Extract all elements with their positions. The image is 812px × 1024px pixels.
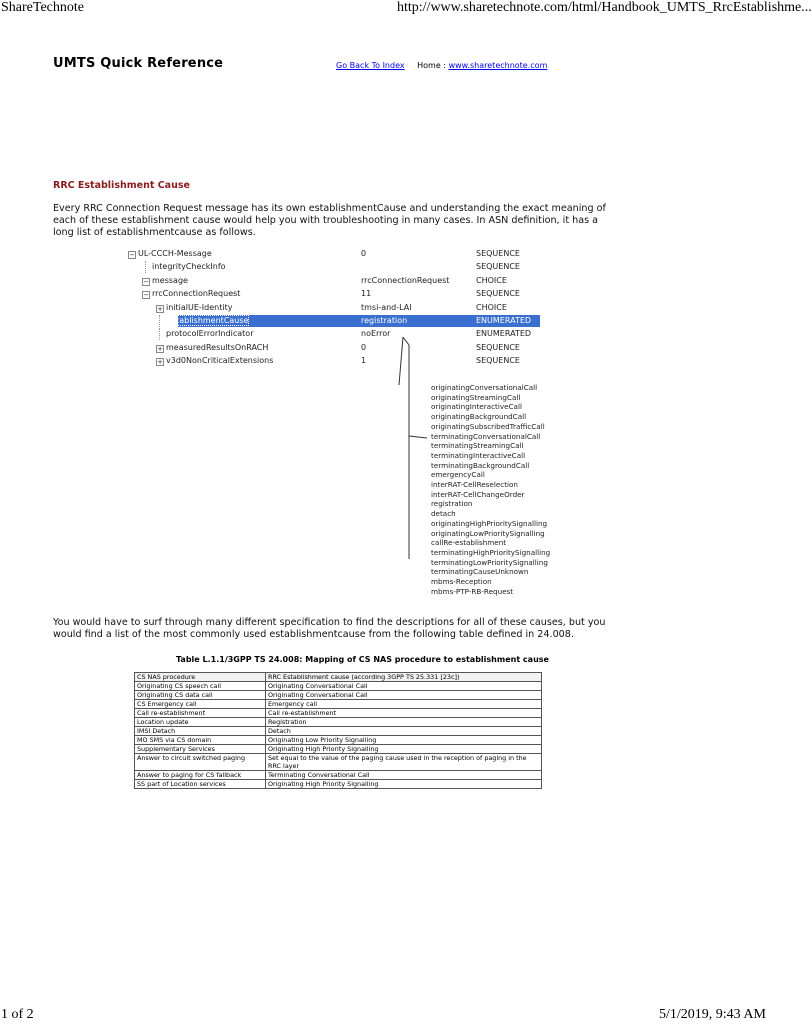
cause-bracket: [395, 333, 435, 563]
tree-node-value: registration: [361, 316, 408, 325]
tree-node-name: measuredResultsOnRACH: [166, 342, 269, 352]
print-footer-page: 1 of 2: [1, 1007, 34, 1022]
tree-row[interactable]: [126, 328, 546, 341]
home-label: Home :: [417, 61, 447, 70]
table-cell: Originating High Priority Signalling: [266, 745, 542, 754]
cause-items: [431, 383, 550, 596]
tree-connector: [159, 328, 160, 340]
tree-node-name: UL-CCCH-Message: [138, 249, 212, 258]
tree-row[interactable]: [126, 275, 546, 288]
table-row: [135, 727, 542, 736]
print-header-url: http://www.sharetechnote.com/html/Handbook_UMTS_RrcEstablishme...: [397, 0, 812, 15]
second-paragraph: You would have to surf through many different specification to find the descriptions for all of these causes, but you would find a list of the most commonly used establishmentcause from the following table defined in 24.008.: [53, 617, 606, 641]
table-row: [135, 700, 542, 709]
back-to-index-link[interactable]: Go Back To Index: [336, 61, 405, 70]
table-header-cell: RRC Establishment cause (according 3GPP TS 25.331 [23c]): [266, 673, 542, 682]
tree-node-name: rrcConnectionRequest: [152, 289, 241, 299]
tree-node-type: SEQUENCE: [476, 289, 520, 299]
collapse-icon[interactable]: −: [129, 251, 135, 259]
top-nav: [336, 61, 547, 70]
expand-icon[interactable]: +: [157, 344, 163, 353]
table-cell: Answer to paging for CS fallback: [135, 771, 266, 780]
tree-node-type: ENUMERATED: [476, 329, 532, 339]
tree-row[interactable]: [126, 302, 546, 315]
tree-node-type: ENUMERATED: [476, 316, 532, 325]
cause-item: terminatingHighPrioritySignalling: [431, 547, 551, 557]
cause-item: registration: [431, 499, 473, 509]
tree-node-value: rrcConnectionRequest: [361, 275, 450, 285]
print-header-site: ShareTechnote: [1, 0, 84, 15]
cause-item: callRe-establishment: [431, 538, 507, 548]
expand-icon[interactable]: +: [157, 304, 163, 313]
tree-node-type: CHOICE: [476, 302, 507, 312]
table-cell: Supplementary Services: [135, 745, 266, 754]
table-cell: Registration: [266, 718, 542, 727]
tree-node-name: initialUE-Identity: [166, 302, 233, 312]
cause-item: interRAT-CellReselection: [431, 480, 518, 490]
tree-row[interactable]: [126, 355, 546, 368]
table-cell: Terminating Conversational Call: [266, 771, 542, 780]
tree-node-name: integrityCheckInfo: [152, 262, 226, 272]
tree-node-value: noError: [361, 329, 391, 339]
cause-list: [431, 383, 550, 596]
tree-node-value: tmsi-and-LAI: [361, 302, 412, 312]
tree-connector: [145, 261, 146, 273]
tree-row[interactable]: [126, 288, 546, 301]
tree-row[interactable]: [126, 261, 546, 274]
cause-item: originatingStreamingCall: [431, 392, 521, 402]
cause-item: terminatingBackgroundCall: [431, 460, 530, 470]
tree-node-name: establishmentCause: [167, 316, 249, 325]
cause-item: terminatingInteractiveCall: [431, 450, 526, 460]
cause-item: originatingHighPrioritySignalling: [431, 518, 548, 528]
table-cell: Detach: [266, 727, 542, 736]
intro-paragraph: Every RRC Connection Request message has its own establishmentCause and understanding the exact meaning of each of these establishment cause would help you with troubleshooting in many cases. In ASN definition, it has a long list of establishmentcause as follows.: [53, 203, 606, 239]
table-row: [135, 691, 542, 700]
table-row: [135, 745, 542, 754]
table-header-row: [135, 673, 542, 682]
tree-node-value: 1: [361, 356, 367, 366]
tree-row[interactable]: [126, 342, 546, 355]
table-cell: Emergency call: [266, 700, 542, 709]
table-row: [135, 771, 542, 780]
tree-node-type: SEQUENCE: [476, 356, 520, 366]
table-row: [135, 754, 542, 771]
home-link[interactable]: www.sharetechnote.com: [448, 61, 548, 70]
table-cell: Answer to circuit switched paging: [135, 754, 266, 771]
cause-item: terminatingConversationalCall: [431, 431, 541, 441]
table-row: [135, 780, 542, 789]
table-cell: Originating Conversational Call: [266, 682, 542, 691]
cause-item: mbms-PTP-RB-Request: [431, 586, 514, 596]
print-footer-datetime: 5/1/2019, 9:43 AM: [659, 1007, 766, 1022]
cause-item: originatingLowPrioritySignalling: [431, 528, 545, 538]
collapse-icon[interactable]: −: [143, 277, 149, 286]
cause-item: originatingInteractiveCall: [431, 402, 522, 412]
table-cell: Originating Low Priority Signalling: [266, 736, 542, 745]
table-cell: Originating CS speech call: [135, 682, 266, 691]
table-row: [135, 718, 542, 727]
table-cell: Originating High Priority Signalling: [266, 780, 542, 789]
tree-node-type: SEQUENCE: [476, 262, 520, 272]
table-cell: Call re-establishment: [135, 709, 266, 718]
tree-connector: [159, 315, 160, 327]
table-cell: Originating Conversational Call: [266, 691, 542, 700]
table-cell: MO SMS via CS domain: [135, 736, 266, 745]
table-body: [135, 682, 542, 789]
cause-item: terminatingCauseUnknown: [431, 567, 529, 577]
collapse-icon[interactable]: −: [143, 291, 149, 300]
cause-item: terminatingLowPrioritySignalling: [431, 557, 548, 567]
table-caption: Table L.1.1/3GPP TS 24.008: Mapping of CS NAS procedure to establishment cause: [176, 655, 549, 664]
table-header-cell: CS NAS procedure: [135, 673, 266, 682]
expand-icon[interactable]: +: [157, 358, 163, 367]
table-row: [135, 709, 542, 718]
cause-item: originatingConversationalCall: [431, 383, 538, 392]
cause-item: detach: [431, 509, 456, 519]
cause-item: originatingBackgroundCall: [431, 412, 527, 422]
tree-node-value: 0: [361, 249, 367, 258]
tree-node-name: message: [152, 275, 188, 285]
tree-node-name: v3d0NonCriticalExtensions: [166, 356, 274, 366]
nas-mapping-table: [134, 672, 542, 789]
page-title: UMTS Quick Reference: [53, 56, 224, 71]
tree-node-type: SEQUENCE: [476, 342, 520, 352]
cause-item: interRAT-CellChangeOrder: [431, 489, 525, 499]
table-row: [135, 682, 542, 691]
asn-tree: [126, 248, 546, 378]
table-row: [135, 736, 542, 745]
tree-row[interactable]: [126, 248, 546, 261]
tree-node-type: SEQUENCE: [476, 249, 520, 258]
tree-row[interactable]: [126, 315, 546, 328]
table-cell: CS Emergency call: [135, 700, 266, 709]
cause-item: terminatingStreamingCall: [431, 441, 524, 451]
table-cell: Set equal to the value of the paging cause used in the reception of paging in the RRC layer: [266, 754, 542, 771]
cause-item: mbms-Reception: [431, 577, 492, 587]
table-cell: Originating CS data call: [135, 691, 266, 700]
table-cell: Call re-establishment: [266, 709, 542, 718]
tree-node-value: 0: [361, 342, 367, 352]
cause-item: emergencyCall: [431, 470, 485, 480]
tree-node-value: 11: [361, 289, 372, 299]
section-title: RRC Establishment Cause: [53, 180, 190, 191]
cause-item: originatingSubscribedTrafficCall: [431, 421, 545, 431]
tree-node-name: protocolErrorIndicator: [166, 329, 254, 339]
table-cell: IMSI Detach: [135, 727, 266, 736]
table-cell: SS part of Location services: [135, 780, 266, 789]
tree-node-type: CHOICE: [476, 275, 507, 285]
table-cell: Location update: [135, 718, 266, 727]
